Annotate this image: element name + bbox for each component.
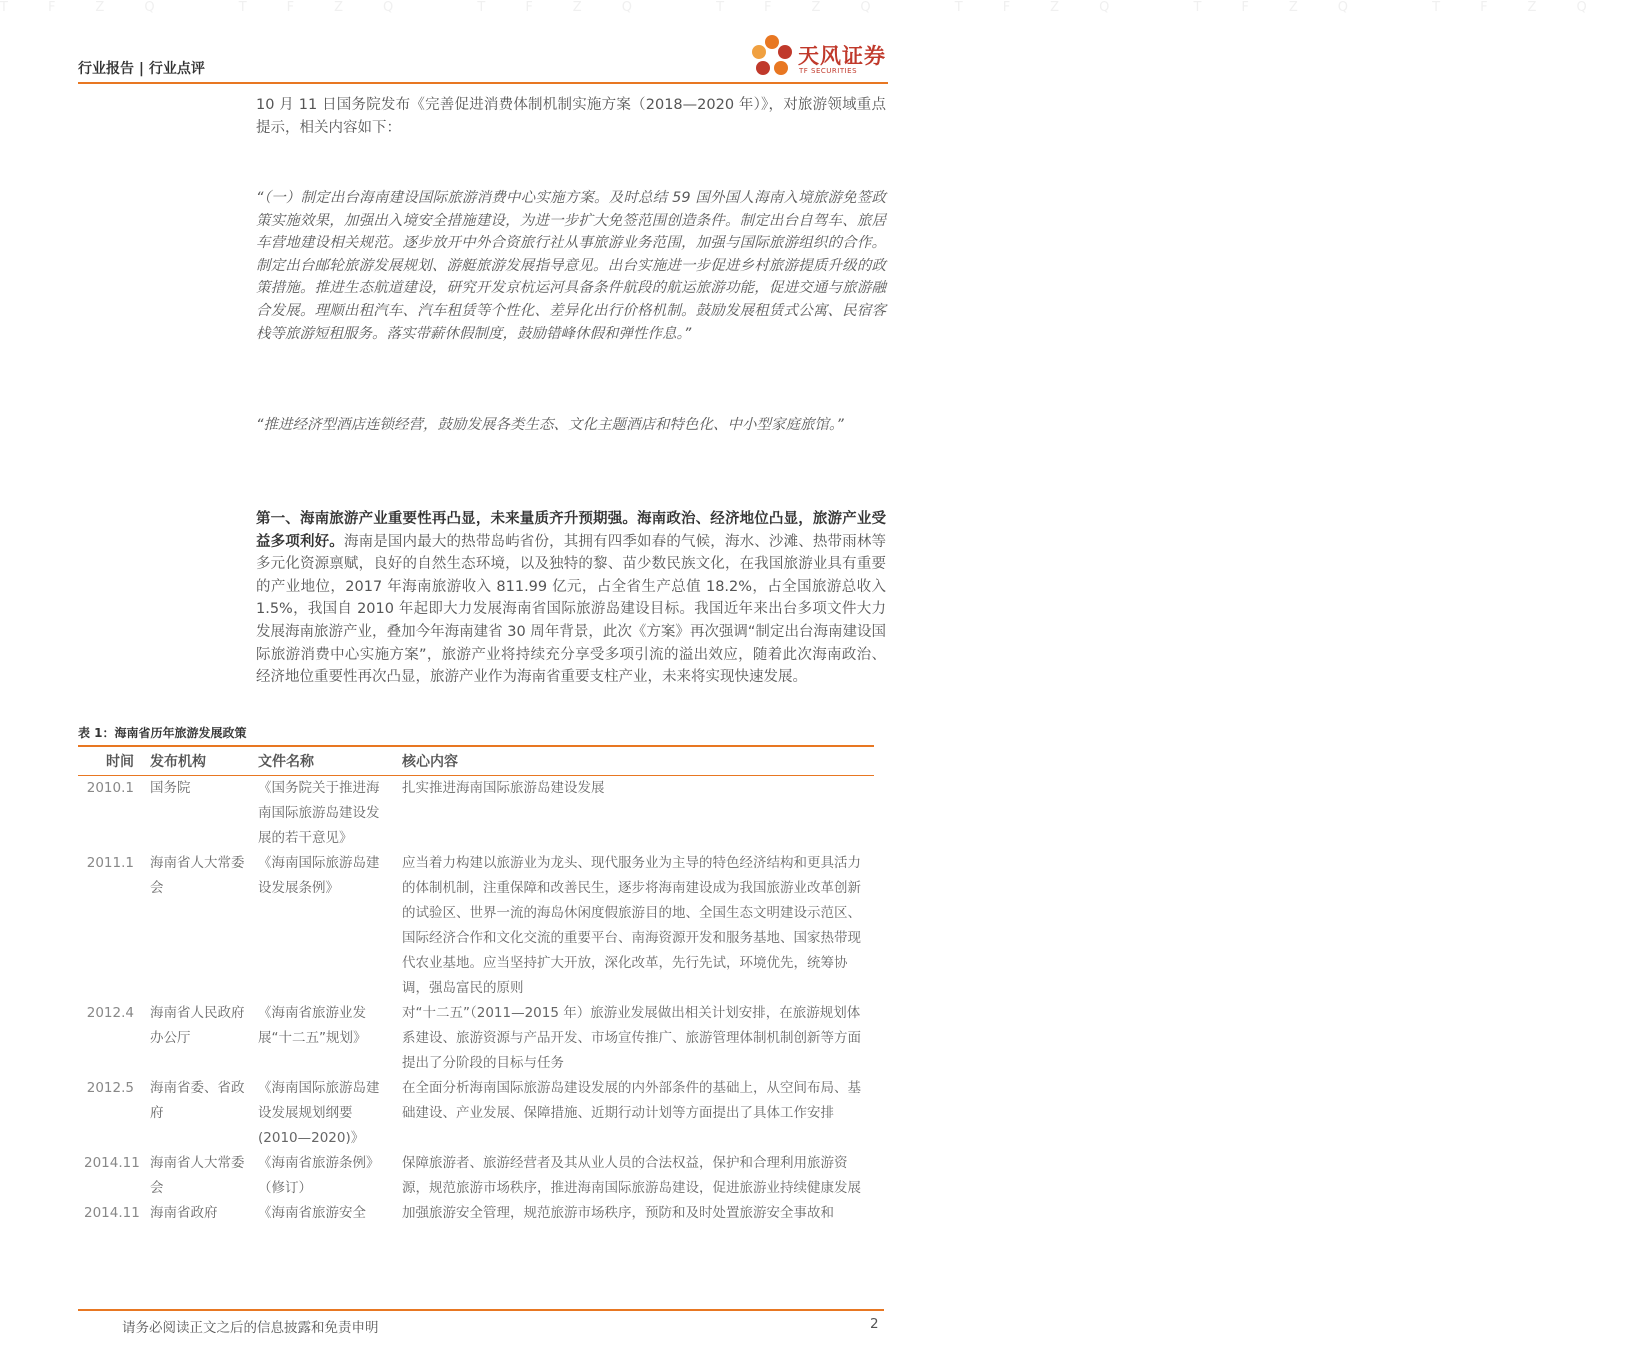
analysis-paragraph — [256, 508, 886, 689]
cell-content: 加强旅游安全管理，规范旅游市场秩序，预防和及时处置旅游安全事故和 — [402, 1205, 834, 1221]
cell-time: 2011.1 — [86, 855, 134, 871]
intro-paragraph: 10 月 11 日国务院发布《完善促进消费体制机制实施方案（2018—2020 年）》，对旅游领域重点提示，相关内容如下： — [256, 97, 886, 136]
page-number: 2 — [870, 1316, 879, 1332]
page-header — [78, 44, 888, 84]
table-caption: 表 1：海南省历年旅游发展政策 — [78, 726, 247, 740]
cell-content: 保障旅游者、旅游经营者及其从业人员的合法权益，保护和合理利用旅游资源，规范旅游市场秩序，推进海南国际旅游岛建设，促进旅游业持续健康发展 — [402, 1155, 861, 1196]
policy-quote-1: “（一）制定出台海南建设国际旅游消费中心实施方案。及时总结 59 国外国人海南入境旅游免签政策实施效果，加强出入境安全措施建设，为进一步扩大免签范围创造条件。制定出台自驾车、旅居车营地建设相关规范。逐步放开中外合资旅行社从事旅游业务范围，加强与国际旅游组织的合作。制定出台邮轮旅游发展规划、游艇旅游发展指导意见。出台实施进一步促进乡村旅游提质升级的政策措施。推进生态航道建设，研究开发京杭运河具备条件航段的航运旅游功能，促进交通与旅游融合发展。理顺出租汽车、汽车租赁等个性化、差异化出行价格机制。鼓励发展租赁式公寓、民宿客栈等旅游短租服务。落实带薪休假制度，鼓励错峰休假和弹性作息。” — [256, 190, 886, 342]
table-header-row — [78, 746, 874, 776]
analysis-lead: 第一、海南旅游产业重要性再凸显，未来量质齐升预期强。海南政治、经济地位凸显，旅游产业受益多项利好。 — [256, 511, 886, 550]
cell-time: 2010.1 — [86, 780, 134, 796]
brand-name: 天风证券 — [798, 44, 886, 68]
header-divider — [78, 82, 888, 84]
cell-time: 2012.5 — [86, 1080, 134, 1096]
cell-agency: 海南省政府 — [150, 1205, 218, 1221]
column-header-document: 文件名称 — [258, 754, 314, 770]
report-section-label: 行业报告 | 行业点评 — [78, 61, 205, 77]
cell-content: 对“十二五”（2011—2015 年）旅游业发展做出相关计划安排，在旅游规划体系建设、旅游资源与产品开发、市场宣传推广、旅游管理体制机制创新等方面提出了分阶段的目标与任务 — [402, 1005, 861, 1071]
footer-divider — [78, 1309, 884, 1311]
cell-agency: 海南省人大常委会 — [150, 855, 245, 896]
column-header-agency: 发布机构 — [150, 754, 206, 770]
footer-disclaimer: 请务必阅读正文之后的信息披露和免责申明 — [122, 1320, 379, 1336]
table-row — [78, 1076, 874, 1151]
cell-content: 在全面分析海南国际旅游岛建设发展的内外部条件的基础上，从空间布局、基础建设、产业发展、保障措施、近期行动计划等方面提出了具体工作安排 — [402, 1080, 861, 1121]
cell-document: 《国务院关于推进海南国际旅游岛建设发展的若干意见》 — [258, 780, 380, 846]
cell-document: 《海南省旅游业发展“十二五”规划》 — [258, 1005, 367, 1046]
brand-subtitle: TF SECURITIES — [799, 67, 858, 75]
cell-time: 2012.4 — [86, 1005, 134, 1021]
table-row — [78, 776, 874, 852]
cell-time: 2014.11 — [84, 1205, 140, 1221]
cell-time: 2014.11 — [84, 1155, 140, 1171]
cell-document: 《海南国际旅游岛建设发展条例》 — [258, 855, 380, 896]
cell-agency: 海南省委、省政府 — [150, 1080, 245, 1121]
cell-agency: 海南省人民政府办公厅 — [150, 1005, 245, 1046]
policy-table — [78, 745, 874, 1226]
flower-logo-icon — [748, 32, 796, 82]
table-row — [78, 1001, 874, 1076]
cell-document: 《海南省旅游条例》（修订） — [258, 1155, 380, 1196]
table-row — [78, 1151, 874, 1201]
cell-document: 《海南国际旅游岛建设发展规划纲要(2010—2020)》 — [258, 1080, 380, 1146]
column-header-content: 核心内容 — [402, 754, 458, 770]
table-row — [78, 1201, 874, 1226]
brand-logo — [748, 32, 888, 82]
column-header-time: 时间 — [106, 754, 134, 770]
policy-quote-2: “推进经济型酒店连锁经营，鼓励发展各类生态、文化主题酒店和特色化、中小型家庭旅馆。” — [256, 417, 844, 433]
cell-agency: 国务院 — [150, 780, 191, 796]
cell-agency: 海南省人大常委会 — [150, 1155, 245, 1196]
watermark: TFZQ TFZQ TFZQ TFZQ TFZQ TFZQ TFZQ — [0, 0, 1627, 15]
cell-content: 扎实推进海南国际旅游岛建设发展 — [402, 780, 605, 796]
cell-content: 应当着力构建以旅游业为龙头、现代服务业为主导的特色经济结构和更具活力的体制机制，注重保障和改善民生，逐步将海南建设成为我国旅游业改革创新的试验区、世界一流的海岛休闲度假旅游目的地、全国生态文明建设示范区、国际经济合作和文化交流的重要平台、南海资源开发和服务基地、国家热带现代农业基地。应当坚持扩大开放，深化改革，先行先试，环境优先，统筹协调，强岛富民的原则 — [402, 855, 861, 996]
table-row — [78, 851, 874, 1001]
analysis-body: 海南是国内最大的热带岛屿省份，其拥有四季如春的气候，海水、沙滩、热带雨林等多元化资源禀赋，良好的自然生态环境，以及独特的黎、苗少数民族文化，在我国旅游业具有重要的产业地位，2017 年海南旅游收入 811.99 亿元，占全省生产总值 18.2%，占全国旅游总收入 1.5%，我国自 2010 年起即大力发展海南省国际旅游岛建设目标。我国近年来出台多项文件大力发展海南旅游产业，叠加今年海南建省 30 周年背景，此次《方案》再次强调“制定出台海南建设国际旅游消费中心实施方案”，旅游产业将持续充分享受多项引流的溢出效应，随着此次海南政治、经济地位重要性再次凸显，旅游产业作为海南省重要支柱产业，未来将实现快速发展。 — [256, 533, 887, 686]
cell-document: 《海南省旅游安全 — [258, 1205, 366, 1221]
